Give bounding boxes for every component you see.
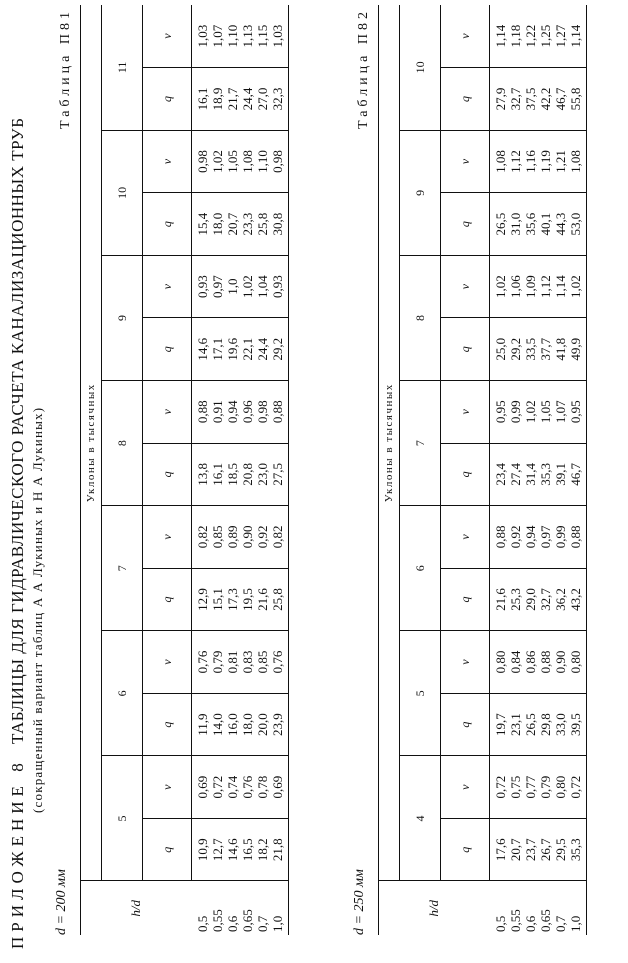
v-values-cell (192, 631, 289, 694)
v-value: 0,80 (493, 650, 508, 674)
q-value: 21,6 (255, 588, 270, 611)
q-value: 40,1 (538, 212, 553, 236)
v-value: 1,07 (210, 24, 225, 48)
q-value: 19,6 (225, 337, 240, 361)
q-value: 23,4 (493, 462, 508, 486)
v-value: 0,98 (255, 400, 270, 424)
q-values-cell (192, 193, 289, 256)
q-value: 21,7 (225, 87, 240, 111)
v-value: 1,22 (523, 24, 538, 48)
q-value: 11,9 (195, 713, 210, 736)
q-value: 19,5 (240, 588, 255, 611)
appendix-title (8, 118, 28, 949)
q-value: 46,7 (553, 87, 568, 111)
q-value: 23,3 (240, 212, 255, 236)
v-header: v (441, 381, 490, 444)
q-value: 31,4 (523, 462, 538, 486)
v-value: 0,83 (240, 650, 255, 674)
q-value: 18,2 (255, 838, 270, 862)
v-value: 1,08 (493, 150, 508, 173)
slope-value: 8 (400, 255, 441, 380)
slope-value: 6 (400, 506, 441, 631)
q-values-cell (490, 443, 587, 506)
v-value: 0,92 (255, 525, 270, 549)
q-value: 39,1 (553, 462, 568, 486)
q-value: 33,0 (553, 713, 568, 736)
q-value: 17,1 (210, 337, 225, 361)
q-value: 12,7 (210, 838, 225, 862)
q-value: 21,8 (270, 838, 285, 862)
q-value: 16,5 (240, 838, 255, 862)
q-value: 30,8 (270, 212, 285, 236)
q-value: 29,2 (270, 337, 285, 361)
v-value: 0,94 (225, 400, 240, 424)
v-value: 0,88 (270, 400, 285, 424)
v-header: v (441, 130, 490, 193)
v-value: 1,12 (538, 275, 553, 299)
qv-header-row (143, 5, 192, 935)
hd-value: 0,6 (522, 915, 538, 932)
hd-value: 0,65 (537, 909, 553, 932)
v-value: 1,18 (508, 24, 523, 48)
v-values-cell (490, 381, 587, 444)
q-value: 41,8 (553, 337, 568, 361)
q-value: 10,9 (195, 838, 210, 862)
q-value: 42,2 (538, 87, 553, 111)
diameter-label-200: d = 200 мм (54, 869, 69, 935)
v-value: 0,98 (270, 150, 285, 173)
q-header: q (143, 443, 192, 506)
q-value: 43,2 (568, 588, 583, 611)
v-value: 0,82 (195, 525, 210, 549)
q-value: 18,5 (225, 462, 240, 486)
slope-values-row (400, 5, 441, 935)
q-values-cell (490, 693, 587, 756)
hd-value: 0,55 (209, 909, 225, 932)
q-value: 25,0 (493, 337, 508, 361)
q-header: q (441, 693, 490, 756)
slope-value: 10 (102, 130, 143, 255)
v-value: 1,06 (508, 275, 523, 299)
v-value: 0,74 (225, 775, 240, 799)
v-value: 0,98 (195, 150, 210, 173)
v-value: 1,27 (553, 24, 568, 48)
q-values-cell (192, 443, 289, 506)
q-value: 23,1 (508, 713, 523, 736)
q-value: 44,3 (553, 212, 568, 236)
v-header: v (143, 130, 192, 193)
v-value: 0,95 (568, 400, 583, 424)
q-header: q (441, 818, 490, 881)
v-value: 0,84 (508, 650, 523, 674)
q-value: 20,7 (508, 838, 523, 862)
slopes-header-row (81, 5, 102, 935)
v-value: 1,05 (225, 150, 240, 173)
q-header: q (143, 68, 192, 131)
v-value: 0,96 (240, 400, 255, 424)
v-header: v (143, 631, 192, 694)
q-value: 29,5 (553, 838, 568, 862)
appendix-subtitle: (сокращенный вариант таблиц А А Лукиных и Н А Лукиных) (30, 406, 45, 813)
v-value: 0,85 (255, 650, 270, 674)
q-header: q (143, 818, 192, 881)
v-value: 0,94 (523, 525, 538, 549)
v-value: 0,93 (195, 275, 210, 299)
v-value: 1,12 (508, 150, 523, 173)
q-value: 16,1 (195, 87, 210, 111)
slope-value: 7 (102, 506, 143, 631)
slope-value: 9 (400, 130, 441, 255)
v-value: 0,97 (538, 525, 553, 549)
q-value: 20,8 (240, 462, 255, 486)
v-values-cell (490, 631, 587, 694)
hd-header: h/d (81, 881, 192, 935)
q-value: 27,5 (270, 462, 285, 486)
q-header: q (143, 318, 192, 381)
v-value: 0,95 (493, 400, 508, 424)
q-value: 32,7 (508, 87, 523, 111)
hd-value: 0,7 (552, 915, 568, 932)
v-value: 0,72 (493, 775, 508, 799)
q-values-cell (192, 693, 289, 756)
v-value: 1,02 (568, 275, 583, 299)
v-value: 1,15 (255, 24, 270, 48)
q-value: 46,7 (568, 462, 583, 486)
v-value: 1,10 (255, 150, 270, 173)
v-value: 1,19 (538, 150, 553, 173)
q-header: q (143, 568, 192, 631)
q-value: 25,8 (255, 212, 270, 236)
appendix-heading: ТАБЛИЦЫ ДЛЯ ГИДРАВЛИЧЕСКОГО РАСЧЕТА КАНАЛИЗАЦИОННЫХ ТРУБ (8, 117, 27, 745)
q-value: 18,0 (210, 212, 225, 236)
v-header: v (143, 506, 192, 569)
v-values-cell (192, 756, 289, 819)
q-values-cell (192, 818, 289, 881)
appendix-label: ПРИЛОЖЕНИЕ 8 (8, 758, 27, 949)
slopes-header: Уклоны в тысячных (81, 5, 102, 881)
pipe-table-250 (378, 5, 587, 935)
v-value: 0,81 (225, 650, 240, 674)
v-value: 1,14 (568, 24, 583, 48)
q-value: 26,7 (538, 838, 553, 862)
pipe-table-200 (80, 5, 289, 935)
v-value: 0,93 (270, 275, 285, 299)
slope-value: 11 (102, 5, 143, 130)
q-values-cell (490, 68, 587, 131)
v-value: 1,03 (270, 24, 285, 48)
v-value: 0,99 (508, 400, 523, 424)
q-value: 35,3 (568, 838, 583, 862)
q-header: q (441, 318, 490, 381)
v-header: v (441, 631, 490, 694)
hd-values-cell (490, 881, 587, 935)
q-values-cell (192, 568, 289, 631)
q-values-cell (490, 568, 587, 631)
v-value: 1,02 (493, 275, 508, 299)
q-value: 19,7 (493, 713, 508, 736)
v-value: 1,03 (195, 24, 210, 48)
q-value: 24,4 (255, 337, 270, 361)
q-value: 26,5 (493, 212, 508, 236)
v-value: 1,16 (523, 150, 538, 173)
v-header: v (143, 756, 192, 819)
v-value: 0,90 (553, 650, 568, 674)
q-value: 17,6 (493, 838, 508, 862)
q-value: 32,3 (270, 87, 285, 111)
v-value: 1,10 (225, 24, 240, 48)
v-value: 1,14 (493, 24, 508, 48)
v-value: 0,69 (195, 775, 210, 799)
slope-value: 7 (400, 381, 441, 506)
q-header: q (441, 443, 490, 506)
q-value: 23,9 (270, 713, 285, 736)
v-value: 0,97 (210, 275, 225, 299)
q-header: q (441, 568, 490, 631)
v-values-cell (490, 255, 587, 318)
v-values-cell (192, 255, 289, 318)
q-value: 14,6 (225, 838, 240, 862)
q-value: 49,9 (568, 337, 583, 361)
hd-value: 0,6 (224, 915, 240, 932)
q-value: 37,7 (538, 337, 553, 361)
q-values-cell (490, 193, 587, 256)
q-value: 18,9 (210, 87, 225, 111)
q-value: 27,4 (508, 462, 523, 486)
q-value: 24,4 (240, 87, 255, 111)
v-value: 1,04 (255, 275, 270, 299)
v-value: 0,85 (210, 525, 225, 549)
v-values-cell (490, 5, 587, 68)
q-header: q (143, 693, 192, 756)
q-value: 35,6 (523, 212, 538, 236)
slope-value: 5 (102, 756, 143, 881)
q-value: 25,3 (508, 588, 523, 611)
q-value: 13,8 (195, 462, 210, 486)
v-header: v (143, 381, 192, 444)
v-value: 0,86 (523, 650, 538, 674)
v-value: 1,02 (240, 275, 255, 299)
v-header: v (143, 5, 192, 68)
v-value: 0,88 (568, 525, 583, 549)
v-value: 0,69 (270, 775, 285, 799)
v-value: 1,08 (568, 150, 583, 173)
v-value: 0,76 (270, 650, 285, 674)
v-value: 1,25 (538, 24, 553, 48)
slope-value: 4 (400, 756, 441, 881)
hd-value: 0,5 (492, 915, 508, 932)
slope-value: 8 (102, 381, 143, 506)
v-value: 0,76 (195, 650, 210, 674)
v-value: 0,72 (210, 775, 225, 799)
q-value: 25,8 (270, 588, 285, 611)
q-value: 15,4 (195, 212, 210, 236)
q-value: 35,3 (538, 462, 553, 486)
v-value: 0,79 (538, 775, 553, 799)
v-value: 0,72 (568, 775, 583, 799)
v-value: 0,77 (523, 775, 538, 799)
v-value: 1,09 (523, 275, 538, 299)
v-value: 0,89 (225, 525, 240, 549)
q-value: 27,9 (493, 87, 508, 111)
q-value: 26,5 (523, 713, 538, 736)
q-value: 20,0 (255, 713, 270, 736)
q-value: 39,5 (568, 713, 583, 736)
slopes-header-row (379, 5, 400, 935)
hd-value: 1,0 (269, 915, 285, 932)
v-value: 0,76 (240, 775, 255, 799)
v-value: 1,21 (553, 150, 568, 173)
q-value: 20,7 (225, 212, 240, 236)
v-value: 1,02 (210, 150, 225, 173)
v-value: 1,14 (553, 275, 568, 299)
v-value: 1,13 (240, 24, 255, 48)
q-value: 21,6 (493, 588, 508, 611)
q-value: 55,8 (568, 87, 583, 111)
v-header: v (441, 756, 490, 819)
q-value: 14,6 (195, 337, 210, 361)
v-value: 0,99 (553, 525, 568, 549)
q-value: 37,5 (523, 87, 538, 111)
q-value: 17,3 (225, 588, 240, 611)
v-value: 0,88 (493, 525, 508, 549)
table-caption-p82: Таблица П82 (356, 8, 371, 129)
v-header: v (441, 5, 490, 68)
diameter-label-250: d = 250 мм (352, 869, 367, 935)
q-value: 31,0 (508, 212, 523, 236)
v-value: 0,82 (270, 525, 285, 549)
data-row (490, 5, 587, 935)
v-values-cell (192, 5, 289, 68)
v-value: 1,0 (225, 278, 240, 295)
slope-value: 9 (102, 255, 143, 380)
v-value: 1,07 (553, 400, 568, 424)
hd-value: 1,0 (567, 915, 583, 932)
v-values-cell (490, 756, 587, 819)
qv-header-row (441, 5, 490, 935)
q-value: 16,1 (210, 462, 225, 486)
q-value: 36,2 (553, 588, 568, 611)
v-value: 0,78 (255, 775, 270, 799)
hd-value: 0,5 (194, 915, 210, 932)
v-header: v (441, 255, 490, 318)
slope-value: 5 (400, 631, 441, 756)
slope-values-row (102, 5, 143, 935)
q-values-cell (192, 318, 289, 381)
q-value: 29,2 (508, 337, 523, 361)
v-value: 1,08 (240, 150, 255, 173)
q-header: q (441, 68, 490, 131)
v-value: 0,92 (508, 525, 523, 549)
v-value: 0,90 (240, 525, 255, 549)
q-value: 53,0 (568, 212, 583, 236)
q-values-cell (192, 68, 289, 131)
q-value: 29,8 (538, 713, 553, 736)
q-value: 33,5 (523, 337, 538, 361)
v-value: 1,02 (523, 400, 538, 424)
q-value: 16,0 (225, 713, 240, 736)
q-value: 14,0 (210, 713, 225, 736)
v-value: 0,80 (553, 775, 568, 799)
v-values-cell (192, 381, 289, 444)
v-value: 1,05 (538, 400, 553, 424)
v-values-cell (490, 130, 587, 193)
q-header: q (441, 193, 490, 256)
q-value: 23,7 (523, 838, 538, 862)
hd-value: 0,65 (239, 909, 255, 932)
q-value: 18,0 (240, 713, 255, 736)
slope-value: 10 (400, 5, 441, 130)
v-value: 0,80 (568, 650, 583, 674)
v-value: 0,75 (508, 775, 523, 799)
table-caption-p81: Таблица П81 (58, 8, 73, 129)
v-values-cell (192, 130, 289, 193)
q-value: 22,1 (240, 337, 255, 361)
q-values-cell (490, 818, 587, 881)
q-value: 32,7 (538, 588, 553, 611)
slope-value: 6 (102, 631, 143, 756)
v-value: 0,88 (538, 650, 553, 674)
v-values-cell (192, 506, 289, 569)
hd-value: 0,55 (507, 909, 523, 932)
q-value: 15,1 (210, 588, 225, 611)
q-value: 27,0 (255, 87, 270, 111)
q-value: 12,9 (195, 588, 210, 611)
q-values-cell (490, 318, 587, 381)
data-row (192, 5, 289, 935)
v-value: 0,88 (195, 400, 210, 424)
hd-values-cell (192, 881, 289, 935)
q-value: 29,0 (523, 588, 538, 611)
v-header: v (143, 255, 192, 318)
hd-value: 0,7 (254, 915, 270, 932)
v-header: v (441, 506, 490, 569)
v-value: 0,91 (210, 400, 225, 424)
v-value: 0,79 (210, 650, 225, 674)
q-header: q (143, 193, 192, 256)
q-value: 23,0 (255, 462, 270, 486)
slopes-header: Уклоны в тысячных (379, 5, 400, 881)
hd-header: h/d (379, 881, 490, 935)
v-values-cell (490, 506, 587, 569)
